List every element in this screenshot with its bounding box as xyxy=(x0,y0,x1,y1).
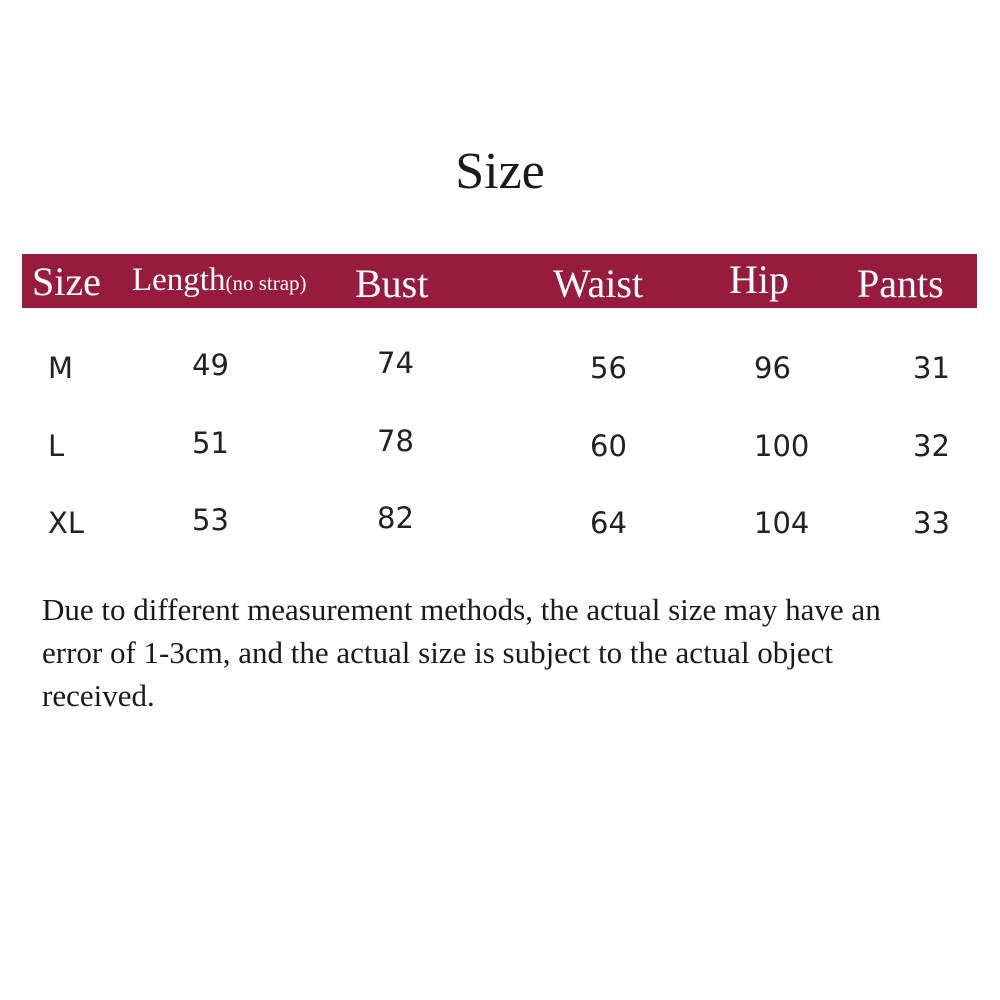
table-row xyxy=(0,424,1000,472)
page-title: Size xyxy=(455,143,545,200)
header-bust: Bust xyxy=(355,261,429,306)
cell-hip: 96 xyxy=(754,351,791,385)
measurement-note: Due to different measurement methods, the actual size may have an error of 1-3cm, and the actual size is subject to the actual object received. xyxy=(42,592,881,713)
cell-hip: 100 xyxy=(754,429,810,463)
cell-bust: 78 xyxy=(377,424,414,458)
header-length-label: Length xyxy=(132,262,226,298)
cell-size: L xyxy=(48,429,65,463)
header-size: Size xyxy=(32,259,101,304)
table-row xyxy=(0,346,1000,394)
header-pants: Pants xyxy=(857,261,944,306)
cell-pants: 33 xyxy=(913,506,950,540)
table-header xyxy=(22,254,977,308)
header-length-note: (no strap) xyxy=(225,271,307,295)
cell-length: 49 xyxy=(192,348,229,382)
cell-waist: 60 xyxy=(590,429,627,463)
cell-length: 53 xyxy=(192,503,229,537)
cell-pants: 31 xyxy=(913,351,950,385)
cell-pants: 32 xyxy=(913,429,950,463)
table-row xyxy=(0,501,1000,549)
cell-bust: 74 xyxy=(377,346,414,380)
cell-bust: 82 xyxy=(377,501,414,535)
cell-hip: 104 xyxy=(754,506,810,540)
header-length xyxy=(132,264,307,297)
cell-size: M xyxy=(48,351,74,385)
header-waist: Waist xyxy=(553,261,644,306)
cell-waist: 64 xyxy=(590,506,627,540)
cell-length: 51 xyxy=(192,426,229,460)
cell-waist: 56 xyxy=(590,351,627,385)
cell-size: XL xyxy=(48,506,85,540)
header-hip: Hip xyxy=(729,257,789,302)
